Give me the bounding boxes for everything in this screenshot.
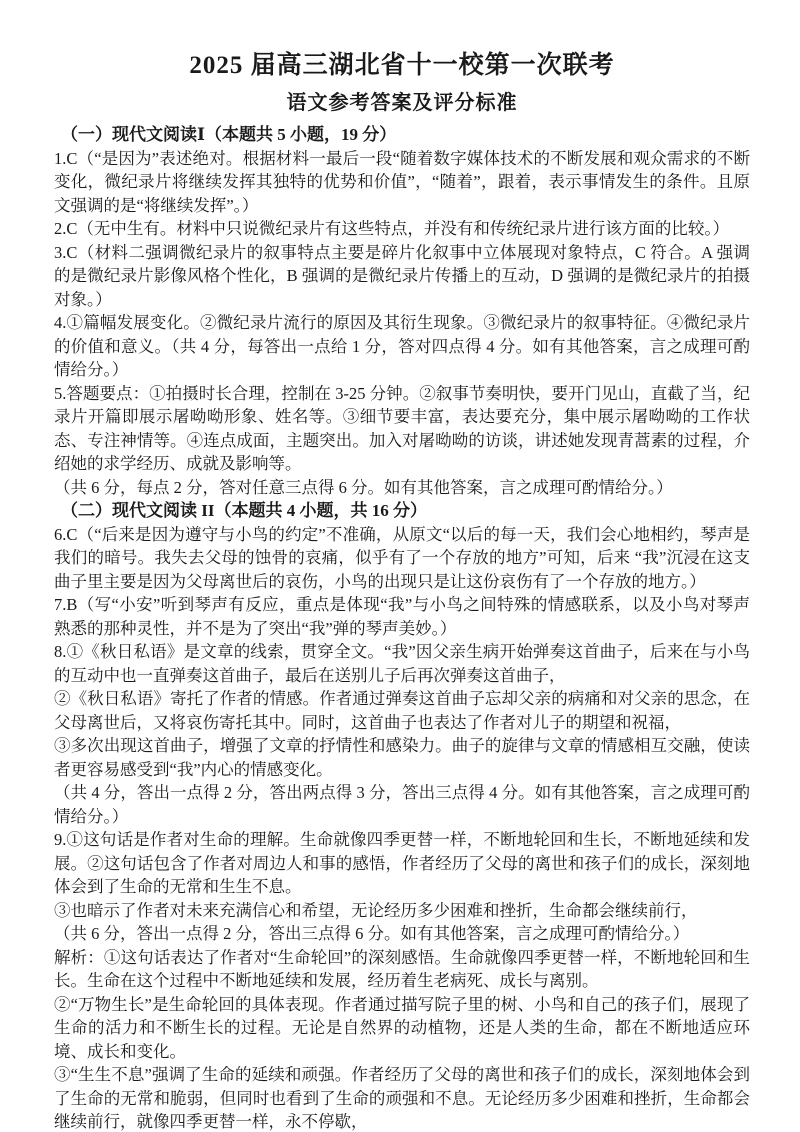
section-modern-reading-1 xyxy=(54,123,750,499)
answer-q4: 4.①篇幅发展变化。②微纪录片流行的原因及其衍生现象。③微纪录片的叙事特征。④微纪录片的价值和意义。（共 4 分，每答出一点给 1 分，答对四点得 4 分。如有其他答案，言之成理可酌情给分。） xyxy=(54,313,750,379)
answer-q2: 2.C（无中生有。材料中只说微纪录片有这些特点，并没有和传统纪录片进行该方面的比较。） xyxy=(54,219,730,238)
answer-q5: 5.答题要点：①拍摄时长合理，控制在 3-25 分钟。②叙事节奏明快，要开门见山，直截了当，纪录片开篇即展示屠呦呦形象、姓名等。③细节要丰富，表达要充分，集中展示屠呦呦的工作状态、专注神情等。④连点成面，主题突出。加入对屠呦呦的访谈，讲述她发现青蒿素的过程，介绍她的求学经历、成就及影响等。 xyxy=(54,383,750,473)
answer-q8-point-2: ②《秋日私语》寄托了作者的情感。作者通过弹奏这首曲子忘却父亲的病痛和对父亲的思念，在父母离世后，又将哀伤寄托其中。同时，这首曲子也表达了作者对儿子的期望和祝福， xyxy=(54,689,750,732)
section-2-heading: （二）现代文阅读 II（本题共 4 小题，共 16 分） xyxy=(61,501,427,520)
answer-q8-point-3: ③多次出现这首曲子，增强了文章的抒情性和感染力。曲子的旋律与文章的情感相互交融，使读者更容易感受到“我”内心的情感变化。 xyxy=(54,736,750,779)
section-modern-reading-2 xyxy=(54,499,750,1132)
answer-q9-point-3: ③也暗示了作者对未来充满信心和希望，无论经历多少困难和挫折，生命都会继续前行， xyxy=(54,900,698,920)
answer-q5-scoring-note: （共 6 分，每点 2 分，答对任意三点得 6 分。如有其他答案，言之成理可酌情给分。） xyxy=(54,477,673,497)
answer-q9-analysis-3: ③“生生不息”强调了生命的延续和顽强。作者经历了父母的离世和孩子们的成长，深刻地体会到了生命的无常和脆弱，但同时也看到了生命的顽强和不息。无论经历多少困难和挫折，生命都会继续前行，就像四季更替一样，永不停歇， xyxy=(54,1065,750,1131)
section-1-heading: （一）现代文阅读Ⅰ（本题共 5 小题，19 分） xyxy=(61,125,397,144)
answer-q6: 6.C（“后来是因为遵守与小鸟的约定”不准确，从原文“以后的每一天，我们会心地相约，琴声是我们的暗号。我失去父母的蚀骨的哀痛，似乎有了一个存放的地方”可知，后来 “我”沉浸在这支曲子里主要是因为父母离世后的哀伤，小鸟的出现只是让这份哀伤有了一个存放的地方。） xyxy=(54,524,750,591)
answer-q8-scoring-note: （共 4 分，答出一点得 2 分，答出两点得 3 分，答出三点得 4 分。如有其他答案，言之成理可酌情给分。） xyxy=(54,783,750,826)
answer-q9-analysis-1: 解析：①这句话表达了作者对“生命轮回”的深刻感悟。生命就像四季更替一样，不断地轮回和生长。生命在这个过程中不断地延续和发展，经历着生老病死、成长与离别。 xyxy=(54,947,750,990)
answer-q8-point-1: 8.①《秋日私语》是文章的线索，贯穿全文。“我”因父亲生病开始弹奏这首曲子，后来在与小鸟的互动中也一直弹奏这首曲子，最后在送别儿子后再次弹奏这首曲子， xyxy=(54,642,750,685)
answer-q7: 7.B（写“小安”听到琴声有反应，重点是体现“我”与小鸟之间特殊的情感联系，以及小鸟对琴声熟悉的那种灵性，并不是为了突出“我”弹的琴声美妙。） xyxy=(54,595,750,638)
answer-q9-analysis-2: ②“万物生长”是生命轮回的具体表现。作者通过描写院子里的树、小鸟和自己的孩子们，展现了生命的活力和不断生长的过程。无论是自然界的动植物，还是人类的生命，都在不断地适应环境、成长和变化。 xyxy=(54,994,750,1061)
answer-q9-scoring-note: （共 6 分，答出一点得 2 分，答出三点得 6 分。如有其他答案，言之成理可酌情给分。） xyxy=(54,924,690,943)
answer-q3: 3.C（材料二强调微纪录片的叙事特点主要是碎片化叙事中立体展现对象特点，C 符合。A 强调的是微纪录片影像风格个性化，B 强调的是微纪录片传播上的互动，D 强调的是微纪录片的拍摄对象。） xyxy=(54,242,750,309)
answer-q1: 1.C（“是因为”表述绝对。根据材料一最后一段“随着数字媒体技术的不断发展和观众需求的不断变化，微纪录片将继续发挥其独特的优势和价值”，“随着”，跟着，表示事情发生的条件。且原文强调的是“将继续发挥”。） xyxy=(54,148,750,215)
page-subtitle: 语文参考答案及评分标准 xyxy=(286,92,518,114)
answer-q9-points-1-2: 9.①这句话是作者对生命的理解。生命就像四季更替一样，不断地轮回和生长，不断地延续和发展。②这句话包含了作者对周边人和事的感悟，作者经历了父母的离世和孩子们的成长，深刻地体会到了生命的无常和生生不息。 xyxy=(54,830,750,896)
page-title: 2025 届高三湖北省十一校第一次联考 xyxy=(189,52,615,79)
